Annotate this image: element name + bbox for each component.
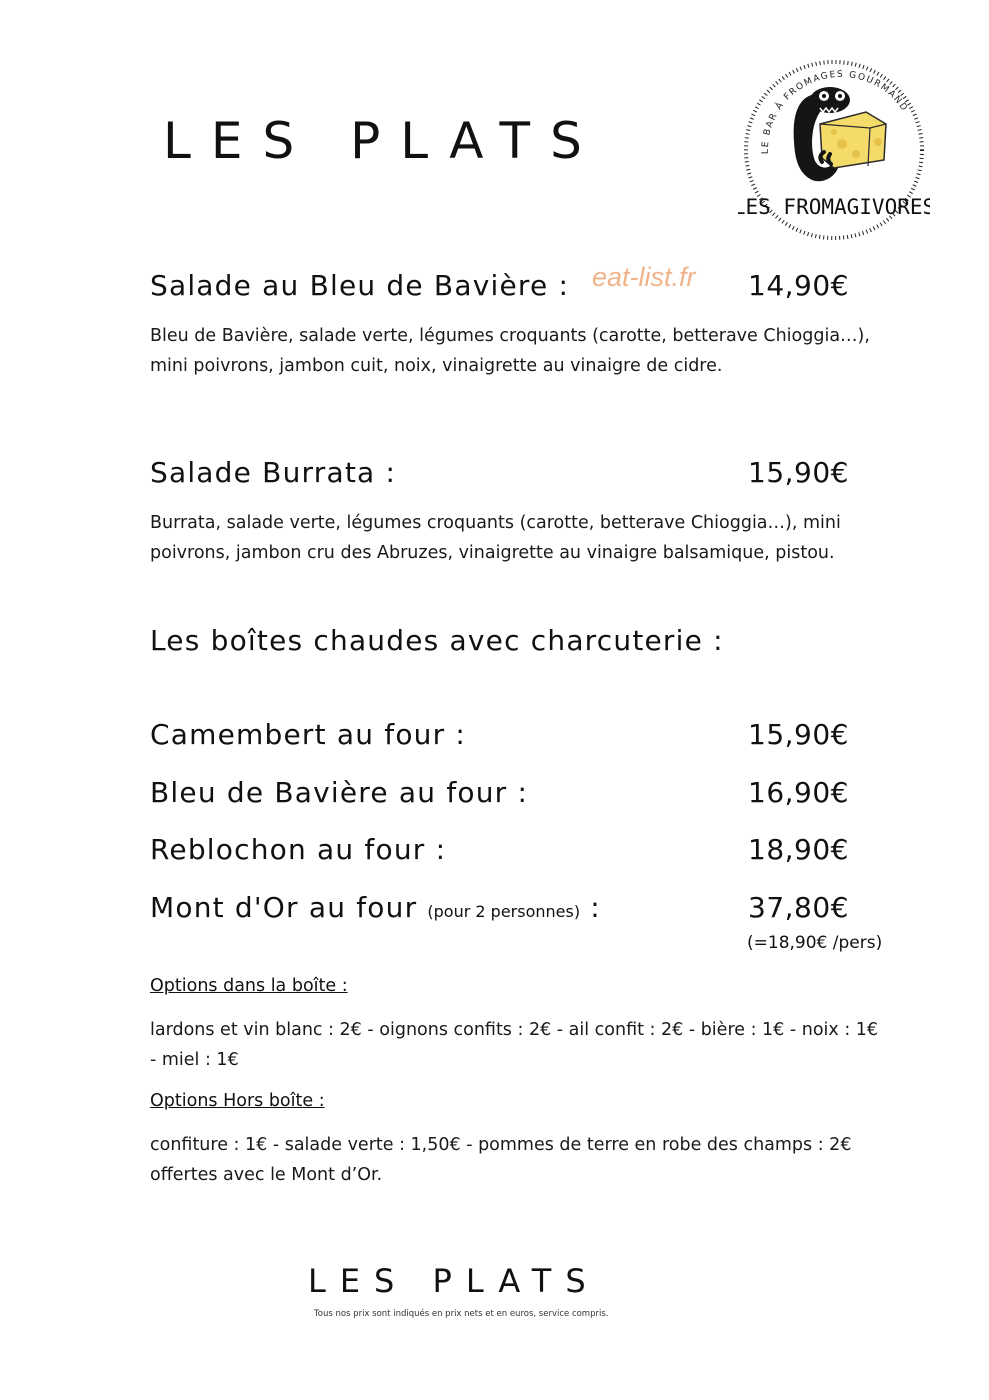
- dish-name-text: Mont d'Or au four: [150, 891, 418, 924]
- price-per-person: (=18,90€ /pers): [747, 933, 883, 953]
- description-line: Burrata, salade verte, légumes croquants (carotte, betterave Chioggia…), mini: [150, 513, 841, 533]
- page-title: LES PLATS: [163, 112, 602, 170]
- options-in-box-title: Options dans la boîte :: [150, 976, 348, 996]
- dish-price-salade-bleu: 14,90€: [748, 269, 849, 302]
- dish-name-salade-bleu: Salade au Bleu de Bavière :: [150, 269, 570, 302]
- dish-price-salade-burrata: 15,90€: [748, 456, 849, 489]
- dish-description-salade-burrata: [150, 508, 890, 568]
- section-heading-hot-boxes: Les boîtes chaudes avec charcuterie :: [150, 624, 724, 657]
- dish-name-reblochon: Reblochon au four :: [150, 833, 447, 866]
- options-out-box-title: Options Hors boîte :: [150, 1091, 325, 1111]
- description-line: Bleu de Bavière, salade verte, légumes croquants (carotte, betterave Chioggia…),: [150, 326, 870, 346]
- options-line: - miel : 1€: [150, 1050, 239, 1070]
- footer-title: LES PLATS: [308, 1262, 600, 1300]
- options-in-box-list: [150, 1015, 890, 1075]
- dish-name-salade-burrata: Salade Burrata :: [150, 456, 397, 489]
- dish-colon: :: [590, 891, 601, 924]
- footer-price-note: Tous nos prix sont indiqués en prix nets et en euros, service compris.: [314, 1309, 609, 1319]
- dish-price-reblochon: 18,90€: [748, 833, 849, 866]
- options-line: lardons et vin blanc : 2€ - oignons confits : 2€ - ail confit : 2€ - bière : 1€ - noix : 1€: [150, 1020, 879, 1040]
- svg-text:LES FROMAGIVORES: LES FROMAGIVORES: [738, 195, 930, 219]
- dish-name-camembert: Camembert au four :: [150, 718, 467, 751]
- dish-serving-note: (pour 2 personnes): [427, 902, 581, 921]
- dish-description-salade-bleu: [150, 321, 890, 381]
- options-out-box-list: [150, 1130, 890, 1190]
- options-line: offertes avec le Mont d’Or.: [150, 1165, 383, 1185]
- dish-price-bleu-four: 16,90€: [748, 776, 849, 809]
- description-line: mini poivrons, jambon cuit, noix, vinaigrette au vinaigre de cidre.: [150, 356, 723, 376]
- cheese-monster-icon: [738, 54, 930, 246]
- brand-logo: [738, 54, 930, 246]
- dish-name-mont-dor: [150, 891, 601, 924]
- watermark-text: eat-list.fr: [592, 262, 696, 292]
- dish-price-camembert: 15,90€: [748, 718, 849, 751]
- options-line: confiture : 1€ - salade verte : 1,50€ - pommes de terre en robe des champs : 2€: [150, 1135, 852, 1155]
- dish-name-bleu-four: Bleu de Bavière au four :: [150, 776, 529, 809]
- svg-text:LE BAR À FROMAGES GOURMAND: LE BAR À FROMAGES GOURMAND: [760, 69, 910, 155]
- description-line: poivrons, jambon cru des Abruzes, vinaigrette au vinaigre balsamique, pistou.: [150, 543, 835, 563]
- dish-price-mont-dor: 37,80€: [748, 891, 849, 924]
